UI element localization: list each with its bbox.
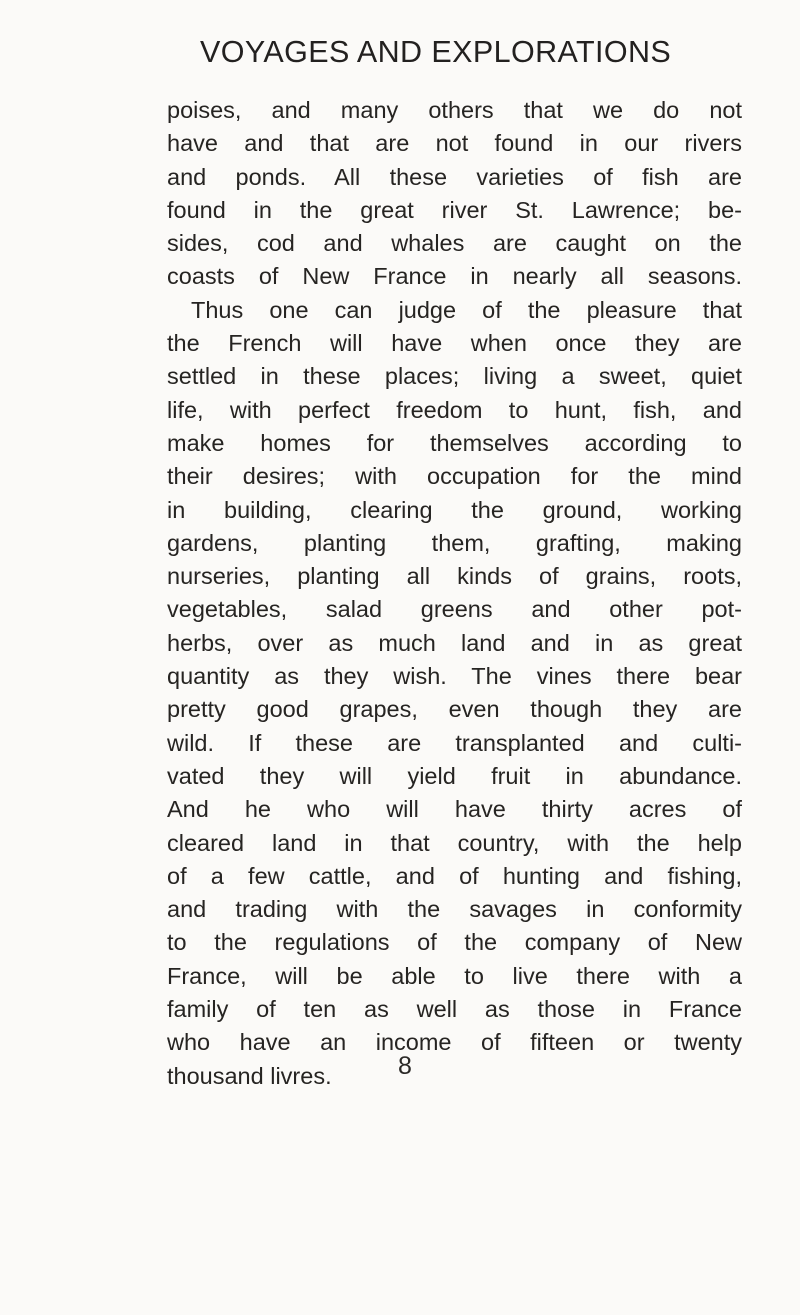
- text-line: herbs, over as much land and in as great: [167, 629, 742, 656]
- text-line: family of ten as well as those in France: [167, 996, 742, 1023]
- body-text: [167, 94, 742, 1093]
- text-line: vated they will yield fruit in abundance.: [167, 762, 742, 789]
- text-line: sides, cod and whales are caught on the: [167, 230, 742, 257]
- text-line: to the regulations of the company of New: [167, 929, 742, 956]
- running-head: VOYAGES AND EXPLORATIONS: [200, 35, 672, 69]
- text-line: life, with perfect freedom to hunt, fish, and: [167, 396, 742, 423]
- text-line: and ponds. All these varieties of fish are: [167, 163, 742, 190]
- text-line: And he who will have thirty acres of: [167, 796, 742, 823]
- text-line: have and that are not found in our rivers: [167, 130, 742, 157]
- text-line: in building, clearing the ground, working: [167, 496, 742, 523]
- text-line: France, will be able to live there with a: [167, 962, 742, 989]
- text-line: found in the great river St. Lawrence; be-: [167, 196, 742, 223]
- text-line: who have an income of fifteen or twenty: [167, 1029, 742, 1056]
- text-line: quantity as they wish. The vines there bear: [167, 663, 742, 690]
- text-line: their desires; with occupation for the mind: [167, 463, 742, 490]
- text-line: vegetables, salad greens and other pot-: [167, 596, 742, 623]
- text-line: settled in these places; living a sweet, quiet: [167, 363, 742, 390]
- page-number: 8: [398, 1052, 412, 1080]
- text-line: gardens, planting them, grafting, making: [167, 529, 742, 556]
- text-line: Thus one can judge of the pleasure that: [191, 296, 742, 323]
- text-line: wild. If these are transplanted and culti-: [167, 729, 742, 756]
- text-line: coasts of New France in nearly all seasons.: [167, 263, 742, 290]
- text-line: poises, and many others that we do not: [167, 97, 742, 123]
- text-line: of a few cattle, and of hunting and fishing,: [167, 862, 742, 889]
- text-line: nurseries, planting all kinds of grains, roots,: [167, 563, 742, 590]
- text-line: the French will have when once they are: [167, 330, 742, 357]
- text-line: cleared land in that country, with the help: [167, 829, 742, 856]
- text-line: and trading with the savages in conformity: [167, 896, 742, 923]
- text-line: pretty good grapes, even though they are: [167, 696, 742, 723]
- text-line: make homes for themselves according to: [167, 429, 742, 456]
- text-line: thousand livres.: [167, 1062, 332, 1089]
